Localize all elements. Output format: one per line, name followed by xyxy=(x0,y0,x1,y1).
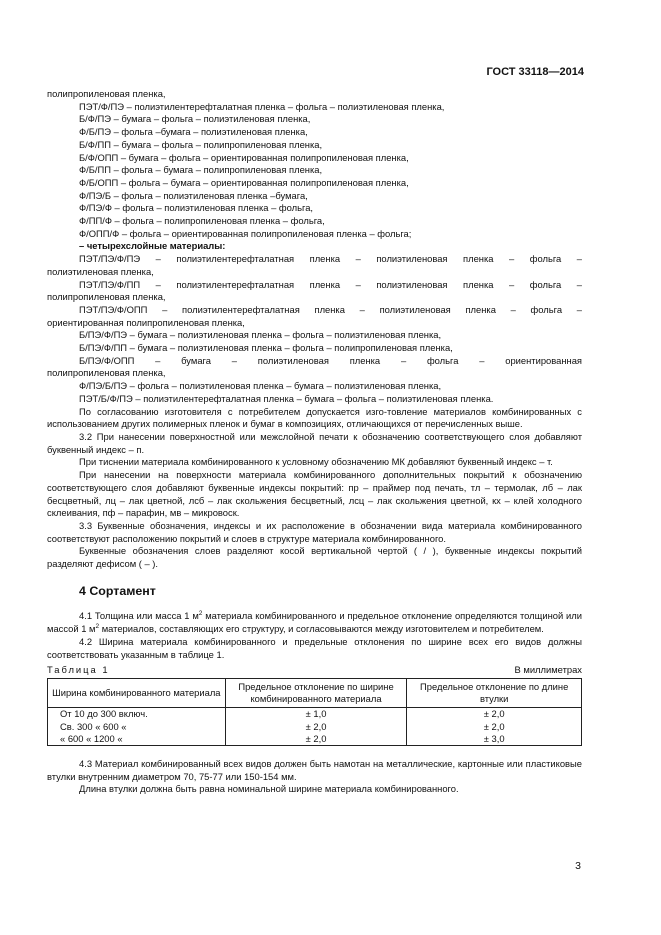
table-header-cell: Ширина комбинированного материала xyxy=(48,678,226,707)
paragraph: При тиснении материала комбинированного к условному обозначению МК добавляют буквенный индекс – т. xyxy=(79,456,553,468)
list-line: Ф/ОПП/Ф – фольга – ориентированная полипропиленовая пленка – фольга; xyxy=(79,227,412,239)
list-line: Ф/ПП/Ф – фольга – полипропиленовая пленка – фольга, xyxy=(79,215,325,227)
list-line: полиэтиленовая пленка, xyxy=(47,265,154,277)
paragraphs-4-3 xyxy=(47,758,582,796)
table-row xyxy=(48,721,582,733)
table-1 xyxy=(47,678,582,746)
paragraphs-section-3 xyxy=(47,406,582,571)
table-header-row xyxy=(48,678,582,707)
list-line: ПЭТ/ПЭ/Ф/ПП – полиэтилентерефталатная пленка – полиэтиленовая пленка – фольга – xyxy=(79,278,582,290)
list-line: полипропиленовая пленка, xyxy=(47,88,166,99)
list-line: Ф/Б/ОПП – фольга – бумага – ориентированная полипропиленовая пленка, xyxy=(79,176,409,188)
document-header: ГОСТ 33118—2014 xyxy=(486,66,584,78)
paragraph-4-2: 4.2 Ширина материала комбинированного и предельные отклонения по ширине всех его видов должны соответствовать указанным в таблице 1. xyxy=(47,635,582,660)
list-line: Б/Ф/ПП – бумага – фольга – полипропиленовая пленка, xyxy=(79,138,323,150)
p41-before: 4.1 Толщина или масса 1 м xyxy=(79,610,199,622)
table-cell: ± 2,0 xyxy=(225,733,407,746)
list-line: Б/Ф/ОПП – бумага – фольга – ориентированная полипропиленовая пленка, xyxy=(79,151,409,163)
table-caption-row xyxy=(47,664,582,677)
paragraph: При нанесении на поверхности материала комбинированного дополнительных покрытий к обозначению соответствующего слоя добавляют буквенные индексы покрытий: пр – праймер под печать, тл – термолак, лб – лак бесцветный, лц – лак цветной, лсб – лак скольжения бесцветный, лсц – лак скольжения цветной, кх – клей холодного склеивания, пф – парафин, мв – микровоск. xyxy=(47,469,582,519)
table-cell: Св. 300 « 600 « xyxy=(48,721,226,733)
list-line: полипропиленовая пленка, xyxy=(47,367,166,379)
list-line: Б/ПЭ/Ф/ПП – бумага – полиэтиленовая пленка – фольга – полипропиленовая пленка, xyxy=(79,342,453,354)
list-line: – четырехслойные материалы: xyxy=(79,240,226,252)
page-content xyxy=(47,88,582,796)
list-line: ориентированная полипропиленовая пленка, xyxy=(47,316,245,328)
table-cell: ± 2,0 xyxy=(225,721,407,733)
table-row xyxy=(48,733,582,746)
paragraph: Длина втулки должна быть равна номинальной ширине материала комбинированного. xyxy=(79,783,459,795)
list-line: Ф/ПЭ/Ф – фольга – полиэтиленовая пленка – фольга, xyxy=(79,202,314,214)
list-line: ПЭТ/ПЭ/Ф/ПЭ – полиэтилентерефталатная пленка – полиэтиленовая пленка – фольга – xyxy=(79,253,582,265)
paragraph: По согласованию изготовителя с потребителем допускается изго-товление материалов комбинированных с использованием других полимерных пленок и бумаг в композициях, отличающихся от перечисленных выше. xyxy=(47,405,582,430)
list-line: Ф/ПЭ/Б – фольга – полиэтиленовая пленка –бумага, xyxy=(79,189,308,201)
table-cell: ± 2,0 xyxy=(407,721,582,733)
material-list xyxy=(47,88,582,406)
table-caption: Таблица 1 xyxy=(47,664,110,676)
p41-after: материалов, составляющих его структуру, и согласовываются между изготовителем и потребителем. xyxy=(99,623,544,635)
paragraph: 3.2 При нанесении поверхностной или межслойной печати к обозначению соответствующего слоя добавляют буквенный индекс – п. xyxy=(47,430,582,455)
list-line: ПЭТ/Ф/ПЭ – полиэтилентерефталатная пленка – фольга – полиэтиленовая пленка, xyxy=(79,100,445,112)
p41-sup1: 2 xyxy=(198,610,203,618)
p41-sup2: 2 xyxy=(95,623,100,630)
table-cell: ± 1,0 xyxy=(225,708,407,721)
list-line: ПЭТ/Б/Ф/ПЭ – полиэтилентерефталатная пленка – бумага – фольга – полиэтиленовая пленка. xyxy=(79,392,494,404)
list-line: Б/ПЭ/Ф/ОПП – бумага – полиэтиленовая пленка – фольга – ориентированная xyxy=(79,354,582,366)
list-line: Б/ПЭ/Ф/ПЭ – бумага – полиэтиленовая пленка – фольга – полиэтиленовая пленка, xyxy=(79,329,442,341)
table-header-cell: Предельное отклонение по длине втулки xyxy=(407,678,582,707)
list-line: Б/Ф/ПЭ – бумага – фольга – полиэтиленовая пленка, xyxy=(79,113,311,125)
table-body xyxy=(48,708,582,746)
section-title: 4 Сортамент xyxy=(79,583,156,598)
table-cell: ± 3,0 xyxy=(407,733,582,746)
p41-middle: материала комбинированного и предельное отклонение определяются толщиной или массой 1 м xyxy=(47,610,582,635)
list-line: Ф/Б/ПП – фольга – бумага – полипропиленовая пленка, xyxy=(79,164,323,176)
paragraph: Буквенные обозначения слоев разделяют косой вертикальной чертой ( / ), буквенные индексы покрытий разделяют дефисом ( – ). xyxy=(47,545,582,570)
table-header-cell: Предельное отклонение по ширине комбинированного материала xyxy=(225,678,407,707)
table-row xyxy=(48,708,582,721)
list-line: Ф/Б/ПЭ – фольга –бумага – полиэтиленовая пленка, xyxy=(79,126,308,138)
paragraph: 3.3 Буквенные обозначения, индексы и их расположение в обозначении вида материала комбинированного соответствуют расположению покрытий и слоев в структуре материала комбинированного. xyxy=(47,519,582,544)
list-line: Ф/ПЭ/Б/ПЭ – фольга – полиэтиленовая пленка – бумага – полиэтиленовая пленка, xyxy=(79,380,442,392)
table-cell: « 600 « 1200 « xyxy=(48,733,226,746)
list-line: полипропиленовая пленка, xyxy=(47,291,166,303)
table-cell: ± 2,0 xyxy=(407,708,582,721)
table-units: В миллиметрах xyxy=(514,664,582,676)
paragraph: 4.3 Материал комбинированный всех видов должен быть намотан на металлические, картонные или пластиковые втулки внутренним диаметром 70, 75-77 или 150-154 мм. xyxy=(47,757,582,782)
paragraph-4-1 xyxy=(47,610,582,635)
list-line: ПЭТ/ПЭ/Ф/ОПП – полиэтилентерефталатная пленка – полиэтиленовая пленка – фольга – xyxy=(79,303,582,315)
page-number: 3 xyxy=(575,860,581,872)
table-cell: От 10 до 300 включ. xyxy=(48,708,226,721)
